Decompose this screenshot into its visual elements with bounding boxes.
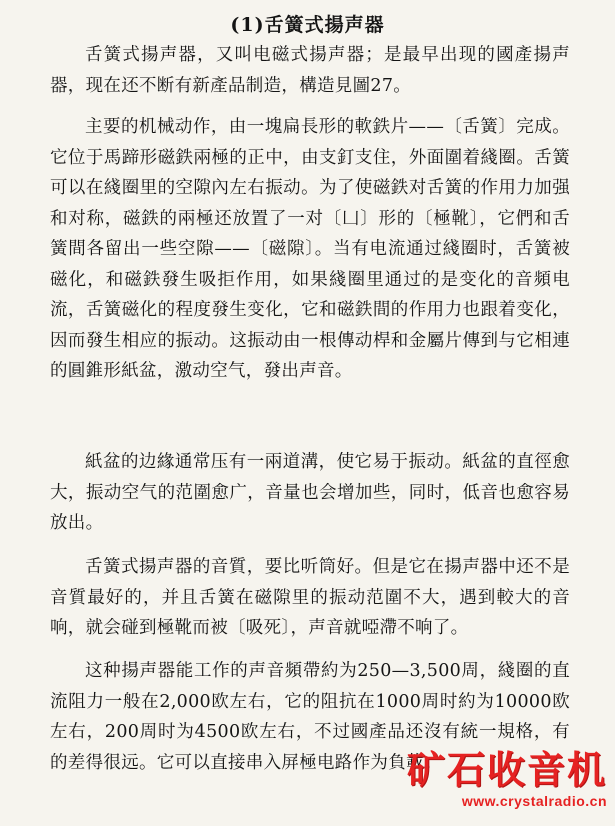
paragraph-mechanism: 主要的机械动作，由一塊扁長形的軟鉄片——〔舌簧〕完成。它位于馬蹄形磁鉄兩極的正中，由支釘支住，外面圍着綫圈。舌簧可以在綫圈里的空隙內左右振动。为了使磁鉄对舌簧的作用力加强和对称，磁鉄的兩極还放置了一对〔凵〕形的〔極靴〕，它們和舌簧間各留出一些空隙——〔磁隙〕。当有电流通过綫圈时，舌簧被磁化，和磁鉄發生吸拒作用，如果綫圈里通过的是变化的音頻电流，舌簧磁化的程度發生变化，它和磁鉄間的作用力也跟着变化，因而發生相应的振动。这振动由一根傳动桿和金屬片傳到与它相連的圓錐形紙盆，激动空气，發出声音。 xyxy=(50,117,570,381)
paragraph-specs: 这种揚声器能工作的声音頻帶約为250—3,500周，綫圈的直流阻力一般在2,000欧左右，它的阻抗在1000周时約为10000欧左右，200周时为4500欧左右，不过國產品还沒有統一規格，有的差得很远。它可以直接串入屏極电路作为負載。 xyxy=(50,661,570,773)
paragraph-cone: 紙盆的边緣通常压有一兩道溝，使它易于振动。紙盆的直徑愈大，振动空气的范圍愈广，音量也会增加些，同时，低音也愈容易放出。 xyxy=(50,452,570,533)
paragraph-intro: 舌簧式揚声器，又叫电磁式揚声器；是最早出现的國產揚声器，现在还不断有新產品制造，構造見圖27。 xyxy=(50,45,570,96)
watermark-title: 矿石收音机 xyxy=(406,748,607,792)
paragraph-sound-quality: 舌簧式揚声器的音質，要比听筒好。但是它在揚声器中还不是音質最好的，并且舌簧在磁隙里的振动范圍不大，遇到較大的音响，就会碰到極靴而被〔吸死〕，声音就啞滯不响了。 xyxy=(50,557,570,638)
section-title: (1)舌簧式揚声器 xyxy=(230,14,385,36)
watermark-logo xyxy=(407,748,607,810)
watermark-url: www.crystalradio.cn xyxy=(461,793,607,809)
